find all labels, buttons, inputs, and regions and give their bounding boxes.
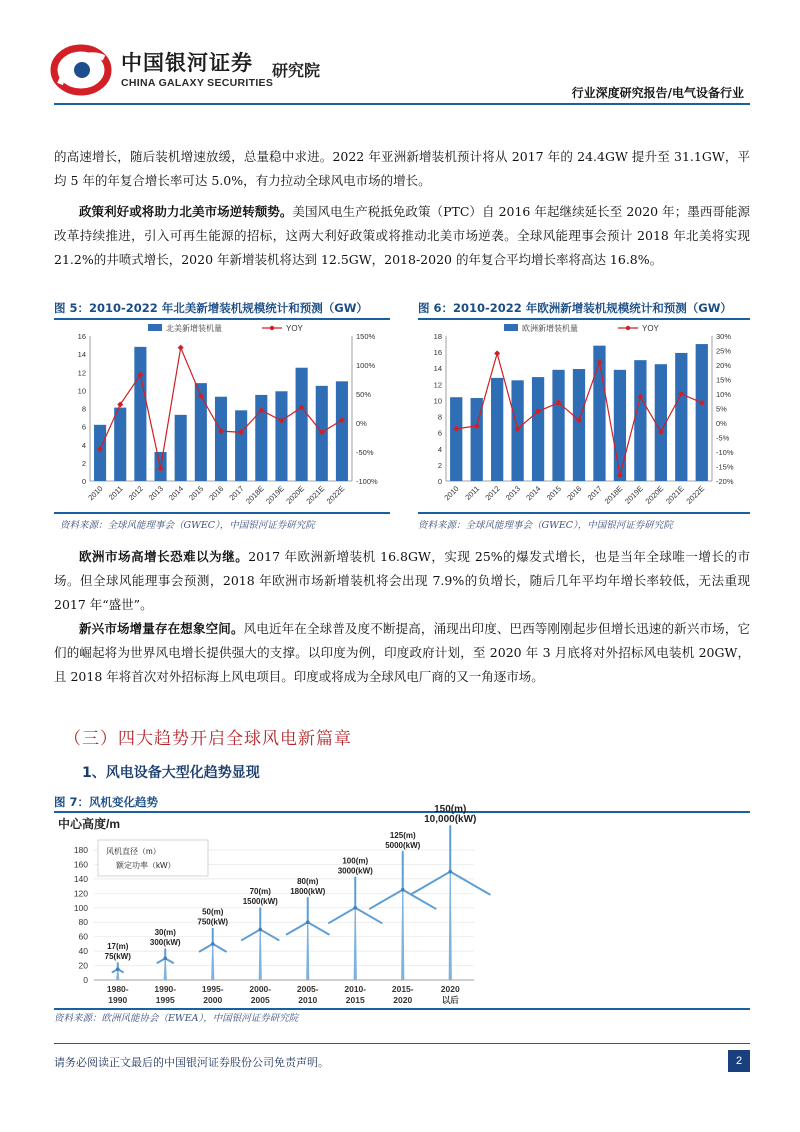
category-label: 2016 xyxy=(565,484,584,503)
figure-5-bottom-rule xyxy=(54,512,390,514)
category-label-line2: 2005 xyxy=(250,995,270,1005)
section-title: （三）四大趋势开启全球风电新篇章 xyxy=(64,729,352,749)
category-label: 2013 xyxy=(503,484,523,503)
right-tick-label: -5% xyxy=(716,433,730,443)
bar xyxy=(296,368,308,481)
bar xyxy=(175,415,187,481)
left-tick-label: 12 xyxy=(77,368,86,378)
turbine-tower xyxy=(401,890,404,980)
category-label-line1: 2010- xyxy=(344,984,367,994)
turbine-trend-chart xyxy=(54,804,484,1008)
category-label: 2011 xyxy=(106,484,125,502)
category-label: 2010 xyxy=(86,484,105,503)
left-tick-label: 2 xyxy=(437,460,442,470)
rotor-diameter-label: 50(m) xyxy=(202,907,224,917)
bar xyxy=(94,425,106,481)
bar xyxy=(491,378,503,481)
left-tick-label: 16 xyxy=(433,348,442,358)
rated-power-label: 750(kW) xyxy=(197,917,229,927)
category-label-line2: 1990 xyxy=(108,995,128,1005)
category-label-line1: 2020 xyxy=(440,984,460,994)
bar xyxy=(573,369,585,481)
category-label: 2015 xyxy=(544,484,563,503)
y-tick-label: 180 xyxy=(73,845,88,855)
figure-7-source: 资料来源：欧洲风能协会（EWEA），中国银河证券研究院 xyxy=(54,1013,299,1024)
category-label: 2020E xyxy=(284,484,307,506)
category-label: 2012 xyxy=(483,484,502,503)
paragraph-lead: 新兴市场增量存在想象空间。 xyxy=(79,621,244,636)
right-tick-label: 100% xyxy=(356,361,376,370)
turbine-hub xyxy=(116,967,120,971)
y-tick-label: 40 xyxy=(78,946,88,957)
category-label: 2014 xyxy=(524,484,543,503)
right-tick-label: 15% xyxy=(716,375,732,385)
turbine-hub xyxy=(448,870,452,874)
y-tick-label: 60 xyxy=(78,931,88,942)
right-tick-label: -15% xyxy=(716,462,734,472)
category-label-line1: 2015- xyxy=(391,984,414,994)
legend-bar-swatch xyxy=(148,324,162,331)
category-label-line1: 2005- xyxy=(296,984,319,994)
bar xyxy=(696,344,708,481)
report-category: 行业深度研究报告/电气设备行业 xyxy=(571,86,744,100)
left-tick-label: 8 xyxy=(437,412,442,422)
north-america-installations-chart xyxy=(54,320,390,512)
galaxy-logo-icon xyxy=(52,44,110,96)
rotor-diameter-label: 125(m) xyxy=(389,830,416,840)
turbine-blade xyxy=(260,929,278,940)
rotor-diameter-label: 100(m) xyxy=(342,856,369,866)
rotor-diameter-label: 80(m) xyxy=(297,876,319,886)
category-label: 2019E xyxy=(264,484,286,506)
turbine-blade xyxy=(355,908,381,923)
legend-label-bars: 欧洲新增装机量 xyxy=(522,324,578,333)
paragraph-emerging: 新兴市场增量存在想象空间。风电近年在全球普及度不断提高，涌现出印度、巴西等刚刚起步但增长迅速的新兴市场，它们的崛起将为世界风电增长提供强大的支撑。以印度为例，印度政府计划，至 2020 年 3 月底将对外招标风电装机 20GW，且 2018 年将首次对外招标海上风电项目。印度或将成为全球风电厂商的又一角逐市场。 xyxy=(54,621,750,684)
left-tick-label: 6 xyxy=(437,428,442,438)
bar xyxy=(532,377,544,481)
legend-bar-swatch xyxy=(504,324,518,331)
category-label-line1: 1995- xyxy=(201,984,224,994)
figure-5-source: 资料来源：全球风能理事会（GWEC），中国银河证券研究院 xyxy=(60,520,315,531)
left-tick-label: 4 xyxy=(437,444,442,454)
right-tick-label: 10% xyxy=(716,390,732,399)
category-label-line2: 2010 xyxy=(298,995,318,1005)
turbine-hub xyxy=(353,906,357,910)
category-label: 2022E xyxy=(324,484,347,506)
right-tick-label: 50% xyxy=(356,390,372,399)
legend-power: 额定功率（kW） xyxy=(116,861,176,870)
left-tick-label: 16 xyxy=(77,332,86,341)
right-tick-label: 5% xyxy=(716,404,727,414)
right-tick-label: -10% xyxy=(716,448,734,457)
bar xyxy=(675,353,687,481)
category-label: 2013 xyxy=(146,484,165,503)
category-label-line1: 1980- xyxy=(106,984,129,994)
turbine-blade xyxy=(329,908,355,923)
paragraph-lead: 政策利好或将助力北美市场逆转颓势。 xyxy=(79,204,293,219)
header-divider xyxy=(54,103,750,105)
category-label-line2: 2015 xyxy=(345,995,365,1005)
chart-legend xyxy=(148,323,304,333)
turbine-blade xyxy=(213,944,226,952)
figure-7-caption: 图 7：风机变化趋势 xyxy=(54,795,159,809)
right-tick-label: -100% xyxy=(356,477,378,486)
turbine-tower xyxy=(449,872,452,980)
legend-label-bars: 北美新增装机量 xyxy=(166,324,222,333)
paragraph-lead: 欧洲市场高增长恐难以为继。 xyxy=(79,549,249,564)
turbine-blade xyxy=(308,922,329,934)
rated-power-label: 3000(kW) xyxy=(337,866,373,876)
turbine-tower xyxy=(259,929,262,980)
yoy-point xyxy=(178,345,184,351)
turbine-hub xyxy=(401,888,405,892)
category-label: 2022E xyxy=(684,484,707,506)
right-tick-label: -50% xyxy=(356,448,374,457)
left-tick-label: 10 xyxy=(77,386,86,396)
turbine-hub xyxy=(306,920,310,924)
turbine-blade xyxy=(200,944,213,952)
legend-diameter: 风机直径（m） xyxy=(106,847,161,856)
rotor-diameter-label: 30(m) xyxy=(154,928,176,938)
turbine-blade xyxy=(370,890,403,909)
y-tick-label: 120 xyxy=(73,888,88,899)
category-label: 2021E xyxy=(664,484,686,506)
category-label-line2: 2020 xyxy=(393,995,413,1005)
rotor-diameter-label: 17(m) xyxy=(107,942,129,952)
y-tick-label: 20 xyxy=(78,960,88,971)
legend-line-marker xyxy=(626,326,630,330)
company-name-cn: 中国银河证券 xyxy=(121,51,253,75)
left-tick-label: 4 xyxy=(81,440,86,450)
category-label-line2: 1995 xyxy=(155,995,175,1005)
category-label: 2012 xyxy=(126,484,145,503)
category-label: 2010 xyxy=(442,484,461,503)
y-tick-label: 100 xyxy=(73,902,88,913)
y-tick-label: 0 xyxy=(83,975,88,985)
rotor-diameter-label: 70(m) xyxy=(249,887,271,897)
right-tick-label: 20% xyxy=(716,361,732,370)
category-label: 2019E xyxy=(623,484,645,506)
left-tick-label: 0 xyxy=(81,477,86,486)
rated-power-label: 10,000(kW) xyxy=(424,814,477,826)
turbine-tower xyxy=(164,958,167,980)
turbine-tower xyxy=(354,908,357,980)
rated-power-label: 75(kW) xyxy=(104,952,131,962)
legend-box xyxy=(98,840,208,876)
paragraph-asia: 的高速增长，随后装机增速放缓，总量稳中求进。2022 年亚洲新增装机预计将从 2017 年的 24.4GW 提升至 31.1GW，平均 5 年的年复合增长率可达 5.0%，有力拉动全球风电市场的增长。 xyxy=(54,149,750,188)
category-label: 2017 xyxy=(227,484,246,503)
institute-name: 研究院 xyxy=(272,61,321,80)
left-tick-label: 10 xyxy=(433,396,442,406)
left-tick-label: 12 xyxy=(433,380,442,390)
footer-divider xyxy=(54,1043,750,1044)
rated-power-label: 1500(kW) xyxy=(242,897,278,907)
turbine-tower xyxy=(211,944,214,980)
bar xyxy=(634,360,646,481)
right-tick-label: 0% xyxy=(716,419,727,428)
right-tick-label: 0% xyxy=(356,419,367,428)
legend-label-line: YOY xyxy=(642,324,659,333)
right-tick-label: -20% xyxy=(716,477,734,486)
footer-disclaimer: 请务必阅读正文最后的中国银河证券股份公司免责声明。 xyxy=(54,1056,329,1069)
europe-installations-chart xyxy=(418,320,750,512)
y-tick-label: 140 xyxy=(73,873,88,884)
turbine-blade xyxy=(287,922,308,934)
rotor-diameter-label: 150(m) xyxy=(434,804,467,816)
category-label: 2015 xyxy=(187,484,206,503)
rated-power-label: 1800(kW) xyxy=(290,886,326,896)
left-tick-label: 18 xyxy=(433,332,442,341)
right-tick-label: 25% xyxy=(716,346,732,356)
category-label: 2011 xyxy=(463,484,482,502)
turbine-hub xyxy=(258,928,262,932)
turbine-blade xyxy=(411,872,450,895)
turbine-hub xyxy=(211,942,215,946)
paragraph-north-america: 政策利好或将助力北美市场逆转颓势。美国风电生产税抵免政策（PTC）自 2016 年起继续延长至 2020 年；墨西哥能源改革持续推进，引入可再生能源的招标，这两大利好政策或将推动北美市场逆袭。全球风能理事会预计 2018 年北美将实现 21.2%的井喷式增长，2020 年新增装机将达到 12.5GW，2018-2020 的年复合平均增长率将高达 16.8%。 xyxy=(54,204,750,267)
category-label: 2020E xyxy=(643,484,666,506)
category-label: 2018E xyxy=(244,484,266,506)
turbine-hub xyxy=(163,957,167,961)
left-tick-label: 0 xyxy=(437,477,442,486)
category-label: 2017 xyxy=(585,484,604,503)
paragraph-europe: 欧洲市场高增长恐难以为继。2017 年欧洲新增装机 16.8GW，实现 25%的爆发式增长，也是当年全球唯一增长的市场。但全球风能理事会预测，2018 年欧洲市场新增装机将会出现 7.9%的负增长，随后几年平均年增长率较低，无法重现 2017 年“盛世”。 xyxy=(54,549,750,612)
bar xyxy=(593,346,605,481)
page-number: 2 xyxy=(728,1050,750,1072)
bar xyxy=(134,347,146,481)
category-label: 2014 xyxy=(166,484,186,503)
figure-6-bottom-rule xyxy=(418,512,750,514)
chart-legend xyxy=(504,323,660,333)
bar xyxy=(552,370,564,481)
turbine-blade xyxy=(242,929,260,940)
bar xyxy=(215,397,227,481)
turbine-blade xyxy=(450,872,489,895)
bar xyxy=(614,370,626,481)
figure-5-caption: 图 5：2010-2022 年北美新增装机规模统计和预测（GW） xyxy=(54,301,368,315)
figure-6-caption: 图 6：2010-2022 年欧洲新增装机规模统计和预测（GW） xyxy=(418,301,732,315)
left-tick-label: 6 xyxy=(81,422,86,432)
figure-7-rule xyxy=(54,811,750,813)
left-tick-label: 2 xyxy=(81,458,86,468)
yoy-point xyxy=(494,350,500,356)
turbine-blade xyxy=(403,890,436,909)
chart-title: 中心高度/m xyxy=(58,817,121,831)
y-tick-label: 160 xyxy=(73,859,88,870)
figure-6-source: 资料来源：全球风能理事会（GWEC），中国银河证券研究院 xyxy=(418,520,673,531)
category-label: 2016 xyxy=(207,484,226,503)
right-tick-label: 150% xyxy=(356,332,376,341)
chart-legend xyxy=(98,840,208,876)
category-label-line2: 2000 xyxy=(203,995,223,1005)
left-tick-label: 14 xyxy=(433,364,442,374)
sub-title: 1、风电设备大型化趋势显现 xyxy=(82,765,260,781)
bar xyxy=(275,391,287,481)
bar xyxy=(114,408,126,481)
bar xyxy=(336,381,348,481)
right-tick-label: 30% xyxy=(716,332,732,341)
category-label: 2021E xyxy=(304,484,327,506)
left-tick-label: 8 xyxy=(81,404,86,414)
category-label-line2: 以后 xyxy=(441,995,459,1005)
company-name-en: CHINA GALAXY SECURITIES xyxy=(121,77,274,89)
rated-power-label: 300(kW) xyxy=(149,938,181,948)
left-tick-label: 14 xyxy=(77,350,86,360)
bar xyxy=(235,410,247,481)
legend-label-line: YOY xyxy=(286,324,303,333)
rated-power-label: 5000(kW) xyxy=(385,840,421,850)
legend-line-marker xyxy=(270,326,274,330)
category-label-line1: 1990- xyxy=(154,984,177,994)
bar xyxy=(450,397,462,481)
category-label-line1: 2000- xyxy=(249,984,272,994)
category-label: 2018E xyxy=(602,484,625,506)
y-tick-label: 80 xyxy=(78,917,88,928)
